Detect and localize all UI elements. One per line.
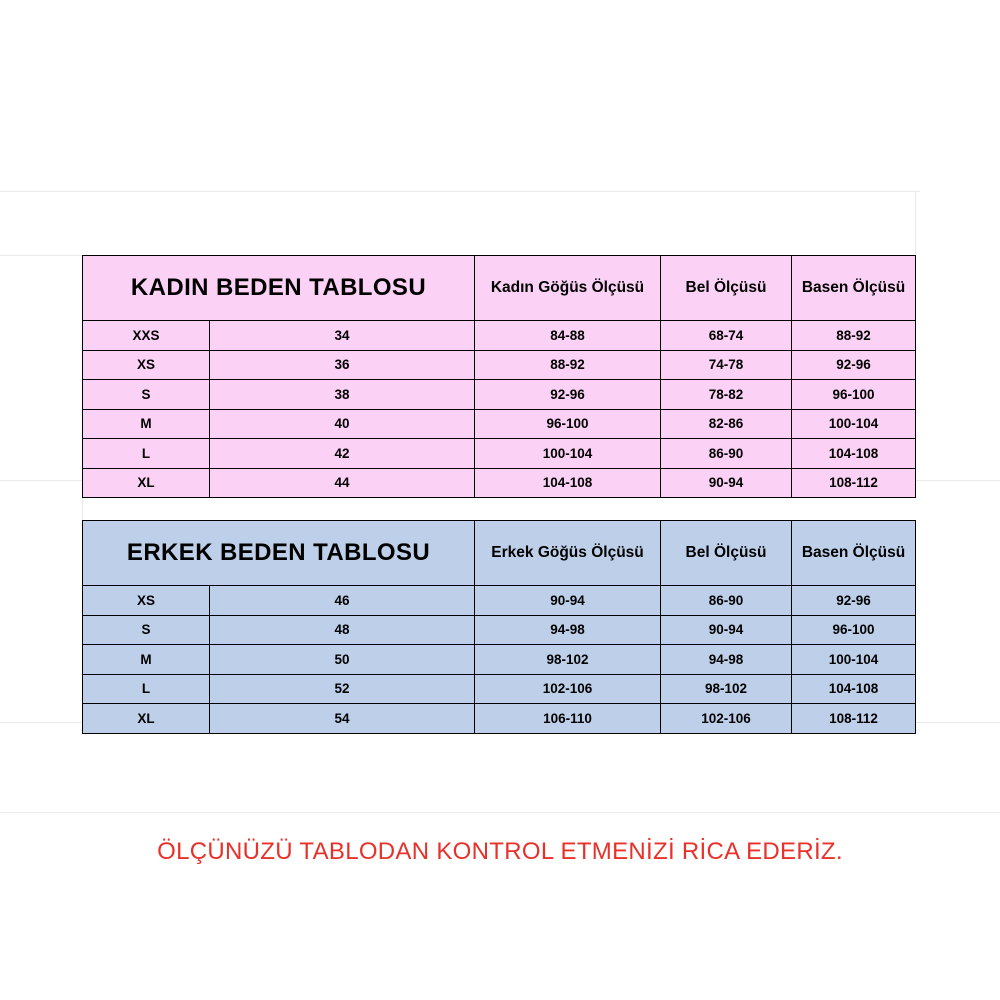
men-size-label: L bbox=[83, 674, 210, 704]
women-chest-value: 96-100 bbox=[475, 409, 661, 439]
men-hip-value: 96-100 bbox=[792, 615, 916, 645]
women-size-label: XL bbox=[83, 468, 210, 498]
table-row bbox=[83, 439, 916, 469]
men-size-number: 52 bbox=[210, 674, 475, 704]
women-hip-value: 92-96 bbox=[792, 350, 916, 380]
men-chest-value: 94-98 bbox=[475, 615, 661, 645]
women-size-number: 44 bbox=[210, 468, 475, 498]
women-hip-value: 100-104 bbox=[792, 409, 916, 439]
men-hip-value: 108-112 bbox=[792, 704, 916, 734]
men-size-label: S bbox=[83, 615, 210, 645]
women-size-label: L bbox=[83, 439, 210, 469]
women-waist-value: 86-90 bbox=[661, 439, 792, 469]
men-hip-value: 92-96 bbox=[792, 586, 916, 616]
men-waist-value: 94-98 bbox=[661, 645, 792, 675]
table-row bbox=[83, 380, 916, 410]
table-row bbox=[83, 321, 916, 351]
women-size-number: 36 bbox=[210, 350, 475, 380]
table-row bbox=[83, 586, 916, 616]
men-size-label: XS bbox=[83, 586, 210, 616]
men-size-label: M bbox=[83, 645, 210, 675]
women-header-hip: Basen Ölçüsü bbox=[792, 256, 916, 321]
guide-line-horizontal-top bbox=[0, 191, 920, 192]
table-row bbox=[83, 350, 916, 380]
women-size-label: S bbox=[83, 380, 210, 410]
women-waist-value: 78-82 bbox=[661, 380, 792, 410]
guide-line-vertical-right bbox=[915, 191, 916, 261]
men-header-waist: Bel Ölçüsü bbox=[661, 521, 792, 586]
men-table-header-row bbox=[83, 521, 916, 586]
women-header-chest: Kadın Göğüs Ölçüsü bbox=[475, 256, 661, 321]
guide-line-horizontal-upper bbox=[0, 255, 82, 256]
men-chest-value: 106-110 bbox=[475, 704, 661, 734]
table-row bbox=[83, 645, 916, 675]
women-size-number: 42 bbox=[210, 439, 475, 469]
footer-note: ÖLÇÜNÜZÜ TABLODAN KONTROL ETMENİZİ RİCA EDERİZ. bbox=[157, 838, 843, 865]
men-chest-value: 98-102 bbox=[475, 645, 661, 675]
men-size-number: 48 bbox=[210, 615, 475, 645]
women-size-number: 34 bbox=[210, 321, 475, 351]
men-waist-value: 102-106 bbox=[661, 704, 792, 734]
women-hip-value: 104-108 bbox=[792, 439, 916, 469]
table-row bbox=[83, 409, 916, 439]
women-size-label: XXS bbox=[83, 321, 210, 351]
table-row bbox=[83, 704, 916, 734]
men-header-hip: Basen Ölçüsü bbox=[792, 521, 916, 586]
women-chest-value: 100-104 bbox=[475, 439, 661, 469]
guide-line-horizontal-bottom bbox=[0, 812, 1000, 813]
men-size-label: XL bbox=[83, 704, 210, 734]
men-waist-value: 98-102 bbox=[661, 674, 792, 704]
women-chest-value: 84-88 bbox=[475, 321, 661, 351]
men-size-number: 50 bbox=[210, 645, 475, 675]
men-hip-value: 100-104 bbox=[792, 645, 916, 675]
table-row bbox=[83, 615, 916, 645]
women-hip-value: 96-100 bbox=[792, 380, 916, 410]
men-size-number: 46 bbox=[210, 586, 475, 616]
women-table-title: KADIN BEDEN TABLOSU bbox=[83, 256, 475, 321]
women-chest-value: 92-96 bbox=[475, 380, 661, 410]
women-size-table bbox=[82, 255, 916, 498]
women-waist-value: 74-78 bbox=[661, 350, 792, 380]
women-waist-value: 82-86 bbox=[661, 409, 792, 439]
women-size-label: XS bbox=[83, 350, 210, 380]
women-hip-value: 88-92 bbox=[792, 321, 916, 351]
women-chest-value: 88-92 bbox=[475, 350, 661, 380]
men-hip-value: 104-108 bbox=[792, 674, 916, 704]
women-table-header-row bbox=[83, 256, 916, 321]
men-waist-value: 86-90 bbox=[661, 586, 792, 616]
men-waist-value: 90-94 bbox=[661, 615, 792, 645]
men-header-chest: Erkek Göğüs Ölçüsü bbox=[475, 521, 661, 586]
women-header-waist: Bel Ölçüsü bbox=[661, 256, 792, 321]
women-size-label: M bbox=[83, 409, 210, 439]
men-chest-value: 102-106 bbox=[475, 674, 661, 704]
women-hip-value: 108-112 bbox=[792, 468, 916, 498]
women-waist-value: 90-94 bbox=[661, 468, 792, 498]
women-size-number: 40 bbox=[210, 409, 475, 439]
table-row bbox=[83, 468, 916, 498]
men-size-number: 54 bbox=[210, 704, 475, 734]
men-size-table bbox=[82, 520, 916, 734]
men-table-title: ERKEK BEDEN TABLOSU bbox=[83, 521, 475, 586]
men-chest-value: 90-94 bbox=[475, 586, 661, 616]
women-size-number: 38 bbox=[210, 380, 475, 410]
women-waist-value: 68-74 bbox=[661, 321, 792, 351]
women-chest-value: 104-108 bbox=[475, 468, 661, 498]
table-row bbox=[83, 674, 916, 704]
